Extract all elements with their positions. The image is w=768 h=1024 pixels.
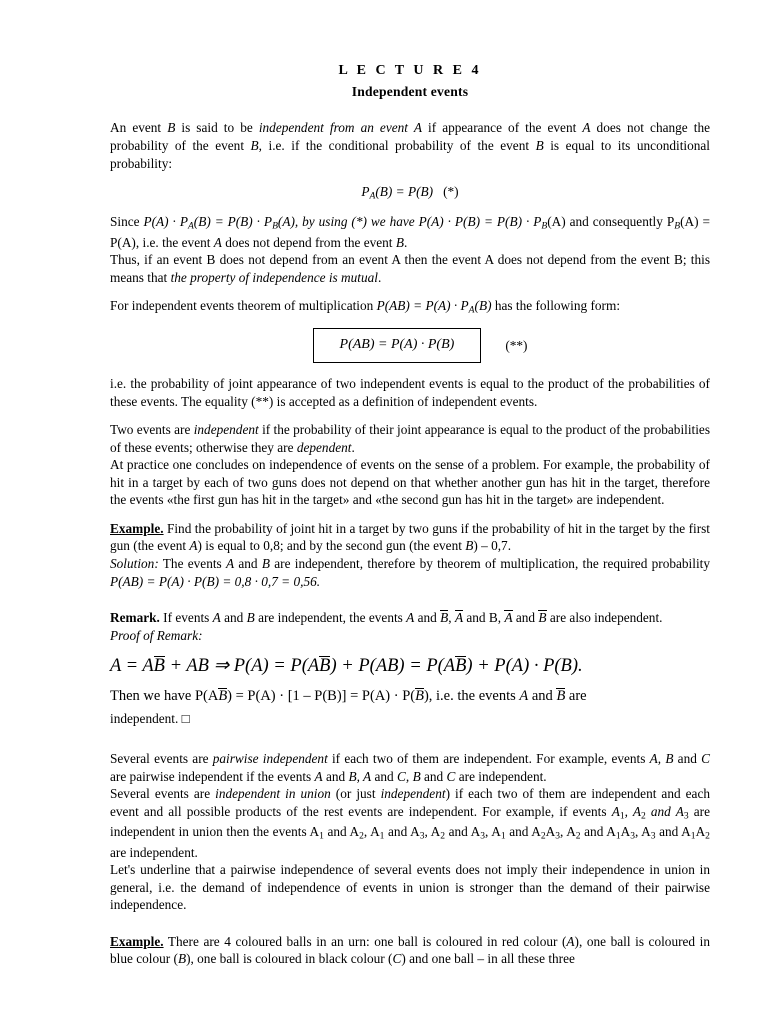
example-label: Example. — [110, 933, 164, 949]
vars-ab: A, B — [649, 751, 674, 767]
paragraph-solution-1 — [110, 555, 710, 590]
text-fragment: if the probability of their joint appearance is equal to the product of the probabilities of these events; otherwise they are — [110, 422, 710, 455]
paragraph-mutual — [110, 251, 710, 286]
spacer — [110, 738, 710, 750]
text-fragment: and A — [580, 824, 616, 840]
var-b-complement: B — [153, 656, 165, 677]
proof-equation-line-1 — [110, 653, 710, 680]
var-a: A — [212, 610, 221, 626]
spacer — [110, 925, 710, 933]
math-fragment: ), i.e. the events — [423, 688, 520, 705]
text-fragment: A — [695, 824, 706, 840]
var-b-complement: B — [538, 610, 547, 626]
var-a: A — [406, 610, 415, 626]
var-b-complement: B — [319, 656, 331, 677]
var-a: A — [189, 538, 198, 554]
text-fragment: and — [371, 768, 398, 784]
proof-end-line — [110, 710, 710, 728]
text-fragment: ) and one ball – in all these three — [401, 951, 575, 967]
var-a: A — [413, 120, 422, 136]
var-c: C — [392, 951, 402, 967]
math-fragment: ) = P(A) · [1 – P(B)] = P(A) · P( — [227, 688, 416, 705]
paragraph-since — [110, 213, 710, 251]
math-subscript: B — [541, 221, 548, 233]
text-fragment: and — [220, 610, 247, 626]
var-c: C — [446, 768, 456, 784]
math-fragment: P(AB) = P(A) · P — [376, 298, 469, 314]
text-fragment: . — [377, 269, 382, 285]
text-fragment: if appearance of the event — [421, 120, 583, 136]
text-fragment: and — [234, 556, 262, 572]
text-fragment: ) – 0,7. — [473, 538, 512, 554]
text-fragment: and — [322, 768, 349, 784]
var-b-complement: B — [556, 688, 566, 705]
subscript: 1 — [615, 830, 621, 842]
equation-subscript: A — [369, 190, 376, 202]
term-independent-in-union: independent in union — [215, 786, 331, 802]
var-a: A — [566, 933, 575, 949]
text-fragment: ), one ball is coloured in black colour ( — [186, 951, 393, 967]
subscript: 3 — [419, 830, 425, 842]
term-dependent: dependent — [296, 439, 352, 455]
text-fragment: independent. — [110, 710, 182, 726]
qed-box: □ — [181, 710, 190, 726]
var-a-complement: A — [454, 610, 464, 626]
text-fragment: is equal to its unconditional probability: — [110, 137, 710, 171]
page-title: L E C T U R E 4 — [338, 63, 482, 78]
math-subscript: A — [468, 304, 475, 316]
subscript: 2 — [705, 830, 710, 842]
subscript: 3 — [630, 830, 635, 842]
subscript: 2 — [640, 810, 646, 822]
text-fragment: are pairwise independent if the events — [110, 768, 315, 784]
example-label: Example. — [110, 520, 164, 536]
text-fragment: are — [565, 688, 587, 705]
text-fragment: are also independent. — [546, 610, 663, 626]
text-fragment: and — [512, 610, 539, 626]
term-independent: independent — [380, 786, 446, 802]
text-fragment: does not depend from the event — [221, 234, 396, 250]
var-b: B — [246, 610, 255, 626]
text-fragment: (A) and consequently P — [547, 214, 675, 230]
text-fragment: has the following form: — [491, 298, 621, 314]
subscript: 1 — [619, 810, 625, 822]
math-subscript: B — [272, 221, 278, 233]
vars-ba: B, A — [348, 768, 372, 784]
text-fragment: and A — [384, 824, 420, 840]
math-subscript: B — [674, 221, 681, 233]
subscript: 2 — [359, 830, 364, 842]
var-b-complement: B — [455, 656, 467, 677]
paragraph-remark — [110, 609, 710, 627]
text-fragment: and — [420, 768, 447, 784]
equation-star — [110, 183, 710, 203]
math-fragment: P(A) · P — [143, 214, 188, 230]
text-fragment: and — [528, 688, 557, 705]
equation-p: P — [361, 184, 370, 200]
text-fragment: (A) = P(A), i.e. the event — [110, 214, 710, 250]
text-fragment: , i.e. if the conditional probability of the event — [258, 137, 536, 153]
math-fragment: (B) — [474, 298, 492, 314]
subscript: 3 — [683, 810, 689, 822]
var-b: B — [250, 137, 259, 153]
subscript: 2 — [440, 830, 446, 842]
text-fragment: and A — [323, 824, 360, 840]
text-fragment: , A — [424, 824, 441, 840]
text-fragment: Two events are — [110, 422, 194, 438]
proof-label: Proof of Remark: — [110, 627, 203, 643]
text-fragment: are independent. — [110, 844, 198, 860]
var-b: B — [465, 538, 474, 554]
var-a2: , A — [624, 803, 641, 819]
text-fragment: and A — [445, 824, 481, 840]
vars-cb: C, B — [397, 768, 421, 784]
text-fragment: are independent in union then the events A — [110, 803, 711, 840]
text-fragment: and A — [655, 824, 691, 840]
paragraph-two-events — [110, 421, 710, 456]
text-fragment: and B, — [463, 610, 505, 626]
text-fragment: and A — [505, 824, 541, 840]
text-fragment: does not change the probability of the event — [110, 120, 711, 153]
subscript: 3 — [650, 830, 656, 842]
text-fragment: Several events are — [110, 786, 216, 802]
text-fragment: Thus, if an event B does not depend from an event A then the event A does not depend from the event B; this means that — [110, 252, 710, 285]
subscript: 1 — [690, 830, 696, 842]
term-independent-from: independent from an event — [258, 120, 414, 136]
term-mutual: the property of independence is mutual — [170, 269, 378, 285]
term-independent: independent — [193, 422, 259, 438]
text-fragment: (or just — [330, 786, 381, 802]
text-fragment: There are 4 coloured balls in an urn: one ball is coloured in red colour ( — [163, 933, 567, 949]
var-b-complement: B — [440, 610, 449, 626]
paragraph-joint-appearance: i.e. the probability of joint appearance of two independent events is equal to the product of the probabilities of these events. The equality (**) is accepted as a definition of independent events. — [110, 376, 710, 409]
subscript: 1 — [379, 830, 385, 842]
paragraph-independent-in-union — [110, 785, 710, 861]
equation-tag: (*) — [443, 184, 459, 200]
proof-label-line — [110, 627, 710, 645]
text-fragment: A — [545, 824, 556, 840]
text-fragment: are independent, therefore by theorem of multiplication, the required probability — [269, 556, 710, 572]
text-fragment: , — [448, 610, 455, 626]
var-a1: A — [611, 803, 620, 819]
text-fragment: If events — [159, 610, 213, 626]
paragraph-example-2 — [110, 933, 710, 968]
text-fragment: . — [351, 439, 355, 455]
paragraph-theorem-form — [110, 297, 710, 317]
var-a: A — [213, 234, 222, 250]
text-fragment: A — [620, 824, 631, 840]
var-b: B — [395, 234, 404, 250]
math-subscript: A — [187, 221, 194, 233]
remark-label: Remark. — [110, 610, 160, 626]
proof-equation-line-2 — [110, 686, 710, 708]
math-fragment: + AB ⇒ P(A) = P(A — [164, 656, 320, 677]
text-fragment: is said to be — [175, 120, 259, 136]
var-b: B — [167, 120, 176, 136]
subscript: 2 — [540, 830, 546, 842]
paragraph-example-1 — [110, 520, 710, 555]
text-fragment: An event — [110, 120, 168, 136]
subscript: 2 — [575, 830, 581, 842]
text-fragment: . — [403, 234, 408, 250]
paragraph-pairwise — [110, 750, 710, 785]
text-fragment: Several events are — [110, 751, 213, 767]
math-fragment: ) + P(AB) = P(A — [330, 656, 456, 677]
var-a: A — [314, 768, 323, 784]
text-fragment: , A — [485, 824, 501, 840]
var-a: A — [582, 120, 591, 136]
text-fragment: ) if each two of them are independent and each event and all possible products of the rest events are independent. For example, if events — [110, 786, 710, 819]
page-subtitle: Independent events — [351, 84, 469, 100]
text-fragment: are independent, the events — [254, 610, 407, 626]
paragraph-definition — [110, 119, 710, 172]
math-fragment: (A), by using (*) we have P(A) · P(B) = P(B) · P — [277, 214, 542, 230]
var-a: A — [225, 556, 235, 572]
paragraph-underline-note: Let's underline that a pairwise independence of several events does not imply their independence in union in general, i.e. the demand of independence of events in union is stronger than the demand of their pairwise independence. — [110, 862, 710, 913]
text-fragment: if each two of them are independent. For example, events — [327, 751, 650, 767]
var-b: B — [261, 556, 270, 572]
math-fragment: A = A — [110, 656, 154, 677]
var-b: B — [177, 951, 187, 967]
var-a-complement: A — [504, 610, 513, 626]
text-fragment: Since — [110, 214, 144, 230]
text-fragment: ), one ball is coloured in blue colour ( — [110, 933, 710, 967]
title-block — [110, 62, 710, 101]
var-a3: and A — [645, 803, 684, 819]
equation-body: (B) = P(B) — [375, 184, 434, 200]
subscript: 1 — [500, 830, 506, 842]
text-fragment: The events — [158, 556, 226, 572]
term-pairwise-independent: pairwise independent — [212, 751, 328, 767]
solution-label: Solution: — [110, 556, 159, 572]
text-fragment: and — [673, 751, 702, 767]
var-a: A — [519, 688, 529, 705]
math-fragment: ) + P(A) · P(B). — [466, 656, 583, 677]
subscript: 1 — [319, 830, 324, 842]
boxed-equation-text: P(AB) = P(A) · P(B) — [339, 336, 455, 352]
text-fragment: ) is equal to 0,8; and by the second gun (the event — [197, 538, 466, 554]
text-fragment: and — [414, 610, 441, 626]
var-b-complement: B — [415, 688, 424, 705]
text-fragment: , A — [560, 824, 576, 840]
text-fragment: Find the probability of joint hit in a target by two guns if the probability of hit in the target by the first gun (the event — [110, 520, 710, 554]
paragraph-practice: At practice one concludes on independence of events on the sense of a problem. For example, the probability of hit in a target by each of two guns does not depend on that whether another gun has hit in the target, therefore the events «the first gun has hit in the target» and «the second gun has hit in the target» are independent. — [110, 457, 710, 508]
spacer — [110, 601, 710, 609]
boxed-equation-row — [110, 328, 710, 363]
text-fragment: are independent. — [455, 768, 547, 784]
var-c: C — [701, 751, 710, 767]
text-fragment: , A — [634, 824, 651, 840]
boxed-equation — [313, 328, 482, 363]
var-b: B — [535, 137, 544, 153]
math-fragment: (B) = P(B) · P — [193, 214, 273, 230]
var-b-complement: B — [218, 688, 228, 705]
text-fragment: , A — [363, 824, 380, 840]
solution-equation: P(AB) = P(A) · P(B) = 0,8 · 0,7 = 0,56. — [110, 573, 321, 589]
text-fragment: For independent events theorem of multiplication — [110, 298, 377, 314]
math-fragment: Then we have P(A — [110, 688, 219, 705]
boxed-equation-tag: (**) — [505, 337, 528, 353]
subscript: 3 — [555, 830, 561, 842]
subscript: 3 — [480, 830, 486, 842]
